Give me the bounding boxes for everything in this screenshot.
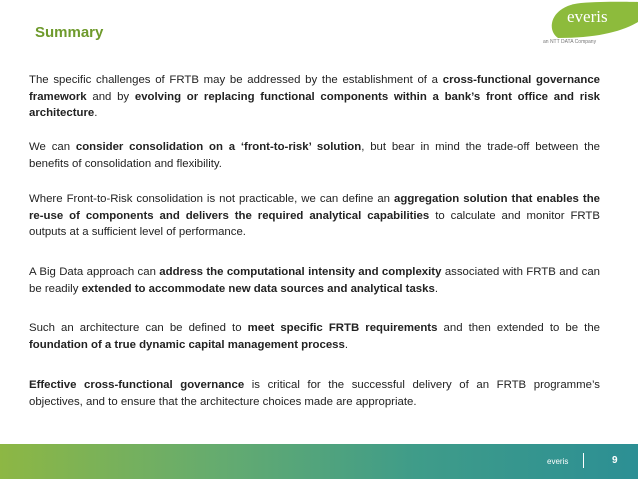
emphasis-text: meet specific FRTB requirements — [247, 322, 438, 334]
summary-paragraph-5 — [29, 320, 600, 353]
body-text: We can — [29, 141, 76, 153]
logo-subtitle: an NTT DATA Company — [543, 39, 597, 45]
body-text: associated with FRTB and can be readily — [29, 266, 600, 295]
emphasis-text: aggregation solution that enables the re-use of components and delivers the required analytical capabilities — [29, 193, 600, 222]
body-text: . — [94, 107, 98, 120]
summary-paragraph-4 — [29, 264, 600, 297]
body-text: Where Front-to-Risk consolidation is not practicable, we can define an — [29, 193, 395, 205]
summary-paragraph-1 — [29, 72, 600, 122]
logo-text: everis — [567, 7, 608, 26]
footer-brand: everis — [547, 457, 569, 466]
emphasis-text: foundation of a true dynamic capital management process — [29, 338, 345, 351]
summary-paragraph-6 — [29, 377, 600, 410]
emphasis-text: cross-functional governance framework — [29, 74, 600, 103]
body-text: A Big Data approach can — [29, 266, 160, 278]
company-logo — [536, 0, 638, 50]
emphasis-text: extended to accommodate new data sources and analytical tasks — [81, 282, 435, 295]
body-text: . — [344, 338, 349, 351]
body-text: to calculate and monitor FRTB outputs at a sufficient level of performance. — [29, 209, 600, 239]
emphasis-text: address the computational intensity and complexity — [159, 266, 442, 278]
summary-paragraph-3 — [29, 191, 600, 241]
page-number: 9 — [612, 455, 618, 466]
body-text: . — [434, 282, 438, 295]
footer-bar — [0, 444, 638, 479]
body-text: and by — [86, 90, 135, 103]
emphasis-text: consider consolidation on a ‘front-to-risk’ solution — [75, 141, 362, 153]
body-text: is critical for the successful delivery of an FRTB programme’s objectives, and to ensure that the architecture choices made are appropriate. — [29, 379, 600, 408]
emphasis-text: evolving or replacing functional components within a bank’s front office and risk architecture — [29, 90, 600, 120]
body-text: The specific challenges of FRTB may be addressed by the establishment of a — [29, 74, 443, 86]
page-title: Summary — [35, 24, 104, 41]
body-text: and then extended to be the — [437, 322, 600, 334]
body-text: , but bear in mind the trade-off between the benefits of consolidation and flexibility. — [29, 141, 600, 170]
footer-divider — [583, 453, 584, 468]
summary-paragraph-2 — [29, 139, 600, 172]
body-text: Such an architecture can be defined to — [29, 322, 248, 334]
emphasis-text: Effective cross-functional governance — [29, 379, 245, 391]
